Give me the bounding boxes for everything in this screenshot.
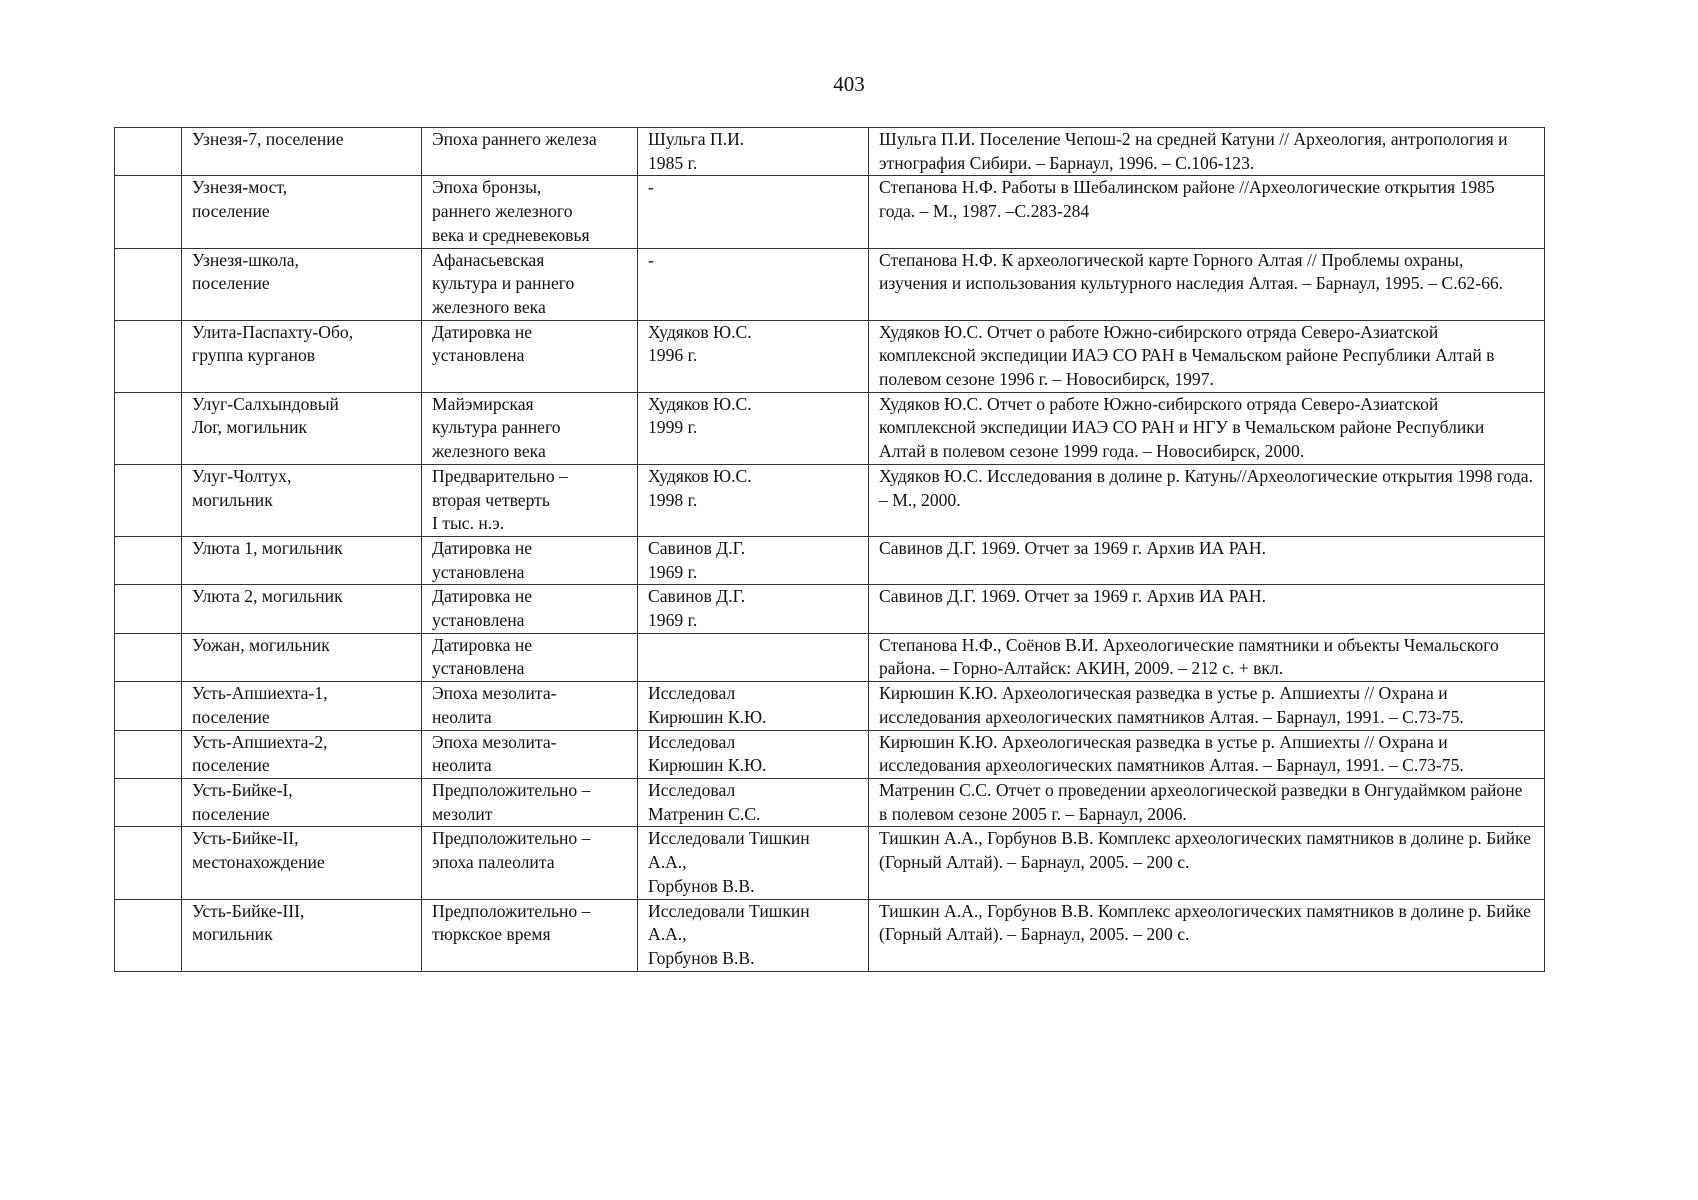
cell-number — [115, 248, 182, 320]
cell-dating: Предположительно – тюркское время — [422, 899, 638, 971]
cell-researcher: Худяков Ю.С. 1996 г. — [638, 320, 869, 392]
cell-number — [115, 320, 182, 392]
page-number: 403 — [833, 72, 865, 96]
cell-number — [115, 730, 182, 778]
cell-number — [115, 392, 182, 464]
cell-literature: Шульга П.И. Поселение Чепош-2 на средней Катуни // Археология, антропология и этнография Сибири. – Барнаул, 1996. – С.106-123. — [869, 128, 1545, 176]
cell-dating: Эпоха мезолита- неолита — [422, 682, 638, 730]
table-row — [115, 633, 1545, 681]
cell-literature: Кирюшин К.Ю. Археологическая разведка в устье р. Апшиехты // Охрана и исследования археологических памятников Алтая. – Барнаул, 1991. – С.73-75. — [869, 730, 1545, 778]
table-row — [115, 536, 1545, 584]
table-row — [115, 320, 1545, 392]
cell-dating: Датировка не установлена — [422, 320, 638, 392]
cell-dating: Предварительно – вторая четверть I тыс. н.э. — [422, 464, 638, 536]
cell-monument-name: Узнезя-7, поселение — [182, 128, 422, 176]
cell-number — [115, 128, 182, 176]
cell-number — [115, 827, 182, 899]
cell-dating: Предположительно – мезолит — [422, 778, 638, 826]
cell-researcher: Худяков Ю.С. 1998 г. — [638, 464, 869, 536]
cell-monument-name: Усть-Апшиехта-1, поселение — [182, 682, 422, 730]
table-row — [115, 248, 1545, 320]
cell-number — [115, 633, 182, 681]
cell-number — [115, 536, 182, 584]
cell-dating: Майэмирская культура раннего железного века — [422, 392, 638, 464]
table-row — [115, 899, 1545, 971]
cell-dating: Эпоха раннего железа — [422, 128, 638, 176]
cell-literature: Тишкин А.А., Горбунов В.В. Комплекс археологических памятников в долине р. Бийке (Горный Алтай). – Барнаул, 2005. – 200 с. — [869, 827, 1545, 899]
cell-literature: Худяков Ю.С. Исследования в долине р. Катунь//Археологические открытия 1998 года. – М., 2000. — [869, 464, 1545, 536]
cell-researcher: Худяков Ю.С. 1999 г. — [638, 392, 869, 464]
cell-number — [115, 899, 182, 971]
cell-researcher: Савинов Д.Г. 1969 г. — [638, 536, 869, 584]
table-row — [115, 778, 1545, 826]
cell-number — [115, 176, 182, 248]
cell-literature: Савинов Д.Г. 1969. Отчет за 1969 г. Архив ИА РАН. — [869, 536, 1545, 584]
cell-researcher: Шульга П.И. 1985 г. — [638, 128, 869, 176]
table-row — [115, 682, 1545, 730]
table-row — [115, 128, 1545, 176]
cell-monument-name: Улюта 2, могильник — [182, 585, 422, 633]
cell-researcher: Исследовали Тишкин А.А., Горбунов В.В. — [638, 899, 869, 971]
cell-researcher: Исследовал Матренин С.С. — [638, 778, 869, 826]
table-row — [115, 827, 1545, 899]
table-row — [115, 585, 1545, 633]
cell-monument-name: Улуг-Чолтух, могильник — [182, 464, 422, 536]
cell-literature: Степанова Н.Ф. К археологической карте Горного Алтая // Проблемы охраны, изучения и использования культурного наследия Алтая. – Барнаул, 1995. – С.62-66. — [869, 248, 1545, 320]
cell-monument-name: Усть-Апшиехта-2, поселение — [182, 730, 422, 778]
cell-literature: Матренин С.С. Отчет о проведении археологической разведки в Онгудаймком районе в полевом сезоне 2005 г. – Барнаул, 2006. — [869, 778, 1545, 826]
cell-number — [115, 585, 182, 633]
cell-monument-name: Улита-Паспахту-Обо, группа курганов — [182, 320, 422, 392]
cell-researcher — [638, 633, 869, 681]
cell-researcher: Савинов Д.Г. 1969 г. — [638, 585, 869, 633]
cell-dating: Эпоха бронзы, раннего железного века и средневековья — [422, 176, 638, 248]
cell-monument-name: Уожан, могильник — [182, 633, 422, 681]
cell-literature: Тишкин А.А., Горбунов В.В. Комплекс археологических памятников в долине р. Бийке (Горный Алтай). – Барнаул, 2005. – 200 с. — [869, 899, 1545, 971]
cell-researcher: - — [638, 176, 869, 248]
cell-dating: Эпоха мезолита- неолита — [422, 730, 638, 778]
cell-literature: Савинов Д.Г. 1969. Отчет за 1969 г. Архив ИА РАН. — [869, 585, 1545, 633]
cell-literature: Степанова Н.Ф. Работы в Шебалинском районе //Археологические открытия 1985 года. – М., 1987. –С.283-284 — [869, 176, 1545, 248]
cell-dating: Датировка не установлена — [422, 585, 638, 633]
cell-researcher: - — [638, 248, 869, 320]
cell-number — [115, 682, 182, 730]
cell-monument-name: Узнезя-мост, поселение — [182, 176, 422, 248]
cell-dating: Афанасьевская культура и раннего железного века — [422, 248, 638, 320]
cell-literature: Кирюшин К.Ю. Археологическая разведка в устье р. Апшиехты // Охрана и исследования археологических памятников Алтая. – Барнаул, 1991. – С.73-75. — [869, 682, 1545, 730]
cell-monument-name: Усть-Бийке-I, поселение — [182, 778, 422, 826]
table-row — [115, 392, 1545, 464]
cell-researcher: Исследовал Кирюшин К.Ю. — [638, 730, 869, 778]
cell-dating: Датировка не установлена — [422, 536, 638, 584]
cell-monument-name: Улюта 1, могильник — [182, 536, 422, 584]
cell-dating: Предположительно – эпоха палеолита — [422, 827, 638, 899]
table-body — [115, 128, 1545, 972]
cell-monument-name: Улуг-Салхындовый Лог, могильник — [182, 392, 422, 464]
cell-monument-name: Усть-Бийке-II, местонахождение — [182, 827, 422, 899]
cell-monument-name: Усть-Бийке-III, могильник — [182, 899, 422, 971]
table-row — [115, 464, 1545, 536]
cell-researcher: Исследовали Тишкин А.А., Горбунов В.В. — [638, 827, 869, 899]
cell-literature: Худяков Ю.С. Отчет о работе Южно-сибирского отряда Северо-Азиатской комплексной экспедиции ИАЭ СО РАН в Чемальском районе Республики Алтай в полевом сезоне 1996 г. – Новосибирск, 1997. — [869, 320, 1545, 392]
cell-researcher: Исследовал Кирюшин К.Ю. — [638, 682, 869, 730]
cell-number — [115, 778, 182, 826]
cell-number — [115, 464, 182, 536]
table-row — [115, 176, 1545, 248]
cell-literature: Худяков Ю.С. Отчет о работе Южно-сибирского отряда Северо-Азиатской комплексной экспедиции ИАЭ СО РАН и НГУ в Чемальском районе Республики Алтай в полевом сезоне 1999 года. – Новосибирск, 2000. — [869, 392, 1545, 464]
cell-dating: Датировка не установлена — [422, 633, 638, 681]
table-row — [115, 730, 1545, 778]
cell-literature: Степанова Н.Ф., Соёнов В.И. Археологические памятники и объекты Чемальского района. – Горно-Алтайск: АКИН, 2009. – 212 с. + вкл. — [869, 633, 1545, 681]
monuments-table — [114, 127, 1545, 972]
cell-monument-name: Узнезя-школа, поселение — [182, 248, 422, 320]
